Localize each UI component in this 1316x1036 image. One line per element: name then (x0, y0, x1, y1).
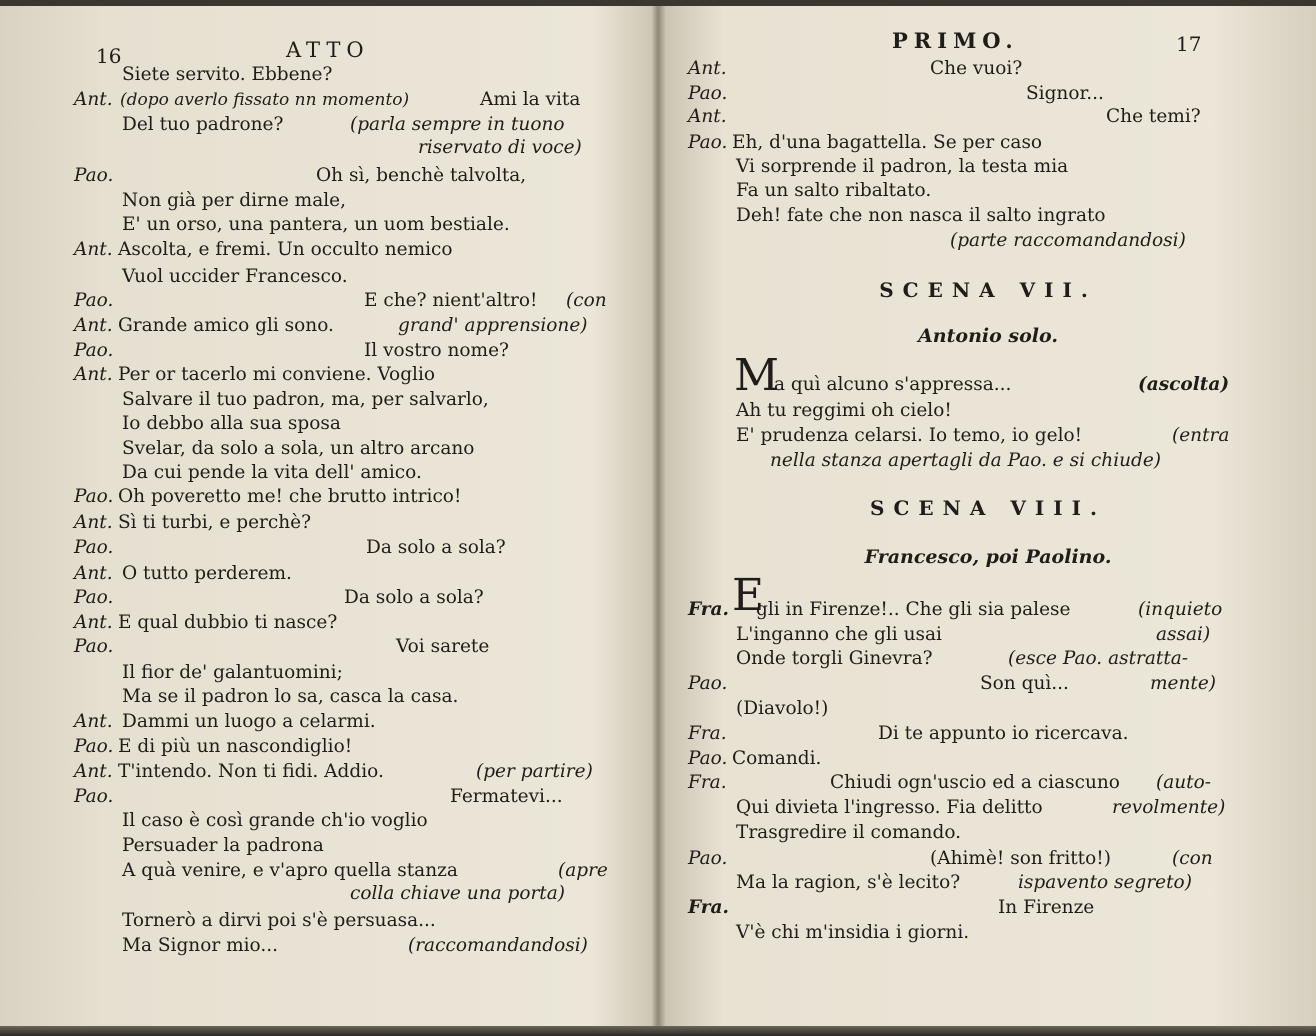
text-segment: Pao. (74, 786, 114, 807)
text-segment: O tutto perderem. (122, 563, 292, 584)
text-segment: (entra (1172, 425, 1230, 446)
text-line (0, 62, 655, 88)
text-segment: Pao. (74, 587, 114, 608)
text-segment: E di più un nascondiglio! (118, 736, 353, 757)
text-segment: Dammi un luogo a celarmi. (122, 711, 376, 732)
text-line (660, 398, 1316, 424)
drop-cap: M (734, 350, 780, 401)
text-line (0, 585, 655, 611)
text-segment: assai) (1156, 624, 1211, 645)
drop-cap: E (732, 570, 765, 621)
text-segment: E' prudenza celarsi. Io temo, io gelo! (736, 425, 1083, 446)
text-line (0, 808, 655, 834)
text-line (660, 372, 1316, 398)
text-segment: nella stanza apertagli da Pao. e si chiude) (770, 450, 1162, 471)
text-line (0, 784, 655, 810)
text-segment: (Ahimè! son fritto!) (930, 848, 1111, 869)
text-segment: Grande amico gli sono. (118, 315, 334, 336)
text-segment: Pao. (74, 486, 114, 507)
text-segment: Son quì... (980, 673, 1069, 694)
text-line (0, 510, 655, 536)
text-segment: Il caso è così grande ch'io voglio (122, 810, 428, 831)
text-segment: (ascolta) (1138, 374, 1230, 395)
text-line (0, 264, 655, 290)
text-segment: Ant. (74, 563, 113, 584)
text-segment: Da cui pende la vita dell' amico. (122, 462, 422, 483)
text-segment: Il fior de' galantuomini; (122, 662, 343, 683)
text-line (660, 870, 1316, 896)
text-line (660, 228, 1316, 254)
text-segment: Svelar, da solo a sola, un altro arcano (122, 438, 475, 459)
text-line (660, 846, 1316, 872)
text-segment: (dopo averlo fissato nn momento) (120, 90, 410, 110)
scene-characters: Francesco, poi Paolino. (864, 546, 1112, 568)
text-line (660, 203, 1316, 229)
text-segment: Ma Signor mio... (122, 935, 278, 956)
text-line (0, 387, 655, 413)
page-number: 17 (1176, 32, 1202, 56)
text-segment: Pao. (74, 290, 114, 311)
text-segment: Che temi? (1106, 106, 1201, 127)
text-line (0, 411, 655, 437)
scene-title: SCENA VIII. (870, 496, 1106, 520)
text-segment: Pao. (688, 748, 728, 769)
text-segment: (parla sempre in tuono (350, 114, 565, 135)
text-segment: gli in Firenze!.. Che gli sia palese (756, 599, 1071, 620)
text-segment: L'inganno che gli usai (736, 624, 942, 645)
text-segment: Ant. (74, 761, 113, 782)
text-segment: Siete servito. Ebbene? (122, 64, 333, 85)
text-line (660, 178, 1316, 204)
text-line (660, 770, 1316, 796)
text-line (0, 87, 655, 113)
text-segment: Pao. (688, 83, 728, 104)
text-segment: Fra. (688, 599, 729, 620)
text-line (0, 237, 655, 263)
text-line (0, 188, 655, 214)
text-line (660, 820, 1316, 846)
text-segment: (per partire) (476, 761, 593, 782)
text-line (660, 721, 1316, 747)
text-line (0, 436, 655, 462)
text-line (0, 634, 655, 660)
text-segment: Oh sì, benchè talvolta, (316, 165, 527, 186)
text-segment: Chiudi ogn'uscio ed a ciascuno (830, 772, 1120, 793)
text-line (0, 362, 655, 388)
text-segment: Pao. (74, 736, 114, 757)
text-segment: Ah tu reggimi oh cielo! (736, 400, 952, 421)
text-line (0, 660, 655, 686)
text-segment: Da solo a sola? (344, 587, 484, 608)
text-segment: (inquieto (1138, 599, 1223, 620)
text-segment: (raccomandandosi) (408, 935, 588, 956)
text-line (660, 646, 1316, 672)
text-line (660, 671, 1316, 697)
text-line (660, 696, 1316, 722)
text-line (0, 709, 655, 735)
text-segment: Qui divieta l'ingresso. Fia delitto (736, 797, 1043, 818)
running-head: ATTO (286, 38, 370, 62)
text-segment: Vi sorprende il padron, la testa mia (736, 156, 1069, 177)
text-segment: Non già per dirne male, (122, 190, 346, 211)
text-segment: (Diavolo!) (736, 698, 829, 719)
text-segment: Comandi. (732, 748, 822, 769)
text-line (660, 920, 1316, 946)
text-line (0, 759, 655, 785)
text-segment: T'intendo. Non ti fidi. Addio. (118, 761, 384, 782)
text-segment: (parte raccomandandosi) (950, 230, 1186, 251)
text-segment: Pao. (74, 340, 114, 361)
text-segment: (esce Pao. astratta- (1008, 648, 1189, 669)
text-segment: E' un orso, una pantera, un uom bestiale. (122, 214, 510, 235)
text-segment: Il vostro nome? (364, 340, 509, 361)
text-segment: E che? nient'altro! (364, 290, 538, 311)
text-segment: Sì ti turbi, e perchè? (118, 512, 312, 533)
text-segment: ispavento segreto) (1018, 872, 1192, 893)
text-segment: Ami la vita (480, 89, 581, 110)
text-segment: Vuol uccider Francesco. (122, 266, 348, 287)
text-segment: Fra. (688, 772, 727, 793)
scene-characters: Antonio solo. (918, 325, 1058, 347)
text-line (660, 448, 1316, 474)
text-segment: Trasgredire il comando. (736, 822, 962, 843)
text-line (0, 535, 655, 561)
text-line (0, 135, 655, 161)
text-segment: Fra. (688, 723, 727, 744)
text-line (0, 561, 655, 587)
text-segment: (con (1172, 848, 1213, 869)
text-segment: Pao. (74, 636, 114, 657)
text-segment: Salvare il tuo padron, ma, per salvarlo, (122, 389, 489, 410)
right-page (660, 0, 1316, 1036)
text-segment: E qual dubbio ti nasce? (118, 612, 338, 633)
text-segment: Signor... (1026, 83, 1104, 104)
text-segment: Voi sarete (396, 636, 490, 657)
text-line (660, 622, 1316, 648)
text-line (660, 895, 1316, 921)
text-line (0, 684, 655, 710)
text-segment: Ant. (74, 711, 113, 732)
text-segment: Ant. (688, 58, 727, 79)
text-line (0, 484, 655, 510)
text-segment: Ant. (74, 512, 113, 533)
text-segment: grand' apprensione) (398, 315, 588, 336)
text-line (0, 212, 655, 238)
text-segment: Onde torgli Ginevra? (736, 648, 933, 669)
text-line (0, 288, 655, 314)
text-segment: Fa un salto ribaltato. (736, 180, 932, 201)
text-segment: In Firenze (998, 897, 1095, 918)
text-segment: V'è chi m'insidia i giorni. (736, 922, 970, 943)
text-segment: colla chiave una porta) (350, 883, 565, 904)
text-segment: Ant. (74, 239, 113, 260)
text-segment: Pao. (74, 165, 114, 186)
text-line (0, 313, 655, 339)
text-segment: Pao. (688, 132, 728, 153)
text-segment: Pao. (688, 673, 728, 694)
text-line (660, 56, 1316, 82)
text-segment: (apre (558, 860, 608, 881)
text-segment: Deh! fate che non nasca il salto ingrato (736, 205, 1106, 226)
text-segment: Ascolta, e fremi. Un occulto nemico (118, 239, 453, 260)
text-line (660, 795, 1316, 821)
text-segment: Ant. (74, 612, 113, 633)
text-line (660, 130, 1316, 156)
text-line (0, 338, 655, 364)
text-segment: A quà venire, e v'apro quella stanza (122, 860, 458, 881)
text-line (0, 881, 655, 907)
text-segment: Di te appunto io ricercava. (878, 723, 1129, 744)
text-segment: Pao. (74, 537, 114, 558)
text-segment: Del tuo padrone? (122, 114, 284, 135)
text-line (660, 104, 1316, 130)
text-segment: Ant. (74, 89, 113, 110)
text-line (0, 833, 655, 859)
text-segment: Ant. (688, 106, 727, 127)
text-segment: Eh, d'una bagattella. Se per caso (732, 132, 1043, 153)
text-line (0, 460, 655, 486)
running-head: PRIMO. (892, 28, 1019, 53)
text-segment: Ma se il padron lo sa, casca la casa. (122, 686, 459, 707)
text-line (0, 933, 655, 959)
text-line (660, 746, 1316, 772)
text-segment: riservato di voce) (418, 137, 582, 158)
page-number: 16 (96, 44, 122, 68)
text-segment: Persuader la padrona (122, 835, 324, 856)
text-segment: Tornerò a dirvi poi s'è persuasa... (122, 910, 436, 931)
text-segment: Pao. (688, 848, 728, 869)
text-segment: Oh poveretto me! che brutto intrico! (118, 486, 462, 507)
text-line (660, 423, 1316, 449)
text-segment: Per or tacerlo mi conviene. Voglio (118, 364, 436, 385)
text-line (0, 610, 655, 636)
text-segment: Fermatevi... (450, 786, 563, 807)
text-segment: revolmente) (1112, 797, 1226, 818)
text-segment: (auto- (1156, 772, 1211, 793)
text-segment: Da solo a sola? (366, 537, 506, 558)
text-segment: Che vuoi? (930, 58, 1023, 79)
text-segment: Ant. (74, 315, 113, 336)
text-segment: mente) (1150, 673, 1217, 694)
text-segment: Fra. (688, 897, 729, 918)
text-line (0, 908, 655, 934)
text-line (0, 163, 655, 189)
text-segment: Ant. (74, 364, 113, 385)
text-segment: Ma la ragion, s'è lecito? (736, 872, 961, 893)
left-page (0, 0, 655, 1036)
text-segment: Io debbo alla sua sposa (122, 413, 341, 434)
text-line (660, 154, 1316, 180)
text-segment: (con (566, 290, 607, 311)
text-segment: a quì alcuno s'appressa... (774, 374, 1012, 395)
text-line (0, 734, 655, 760)
scene-title: SCENA VII. (879, 278, 1097, 302)
